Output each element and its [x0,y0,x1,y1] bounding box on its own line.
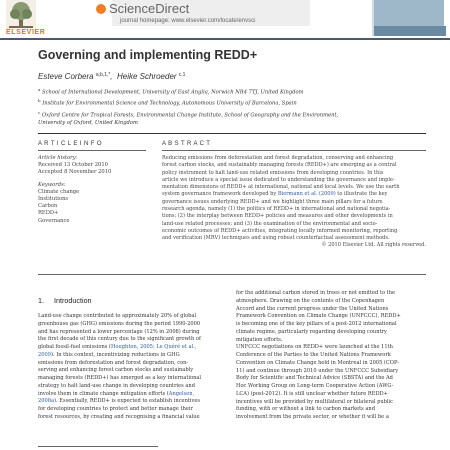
body-line [236,321,426,329]
text-run: global fossil-fuel emissions ( [38,344,111,350]
abstract-line [162,170,426,177]
body-line [236,337,426,345]
text-run: Accord and the current progress under the United Nations [236,305,389,312]
text-run: for the additional carbon stored in trees or not emitted to the [236,290,396,296]
body-line [236,375,426,383]
keyword: Governance [38,217,70,224]
accepted-date: Accepted 8 November 2010 [38,169,112,176]
text-run: mitigation efforts. [236,336,283,343]
journal-masthead [0,0,450,40]
body-line [38,398,228,406]
affiliation-text: Oxford Centre for Tropical Forests, Environmental Change Institute, School of Geography and the Environment, [41,112,339,119]
text-run: 11) and continue through 2010 under the UNFCCC Subsidiary [236,367,399,374]
body-line [38,414,228,422]
masthead-divider [0,38,450,40]
body-line [236,391,426,399]
text-run: involve them in climate change mitigation efforts ( [38,390,169,397]
text-run: LCA) (post-2012). It is still unclear whether future REDD+ [236,390,388,397]
article-title: Governing and implementing REDD+ [38,48,258,62]
abstract-line [162,199,426,206]
body-line [38,406,228,414]
citation-link[interactable]: 2009 [38,351,51,358]
body-line [236,399,426,407]
body-line [38,336,228,344]
text-run: managing forests (REDD+) has emerged as a key international [38,375,202,381]
affiliations [38,86,428,128]
sciencedirect-label: ScienceDirect [109,1,190,16]
text-run: Framework Convention on Climate Change (UNFCCC), REDD+ [236,313,401,320]
affiliation-mark: b [38,98,41,104]
text-run: atmosphere. Drawing on the contents of the Copenhagen [236,297,385,304]
body-line [236,344,426,352]
text-run: forest carbon stocks, and sustainably managing forests (REDD+) are emerging as a central [162,162,397,169]
text-run: is becoming one of the key pillars of a post-2012 international [236,321,397,327]
text-run: governance issues underlying REDD+ and we highlight three main pillars for a future [162,198,383,205]
article-info-heading: A R T I C L E I N F O [38,141,102,147]
text-run: mentation dimensions of REDD+ at international, national and local levels. We use the earth [162,184,400,191]
text-run: ). Essentially, REDD+ is expected to establish incentives [54,398,201,405]
body-line [236,298,426,306]
article-info-panel [38,155,146,225]
body-line [38,321,228,329]
text-run: funding, with or without a link to carbon markets and [236,406,375,413]
sciencedirect-dot-icon [96,4,106,14]
affiliation-text: School of International Development, University of East Anglia, Norwich NR4 7TJ, United Kingdom [42,89,304,96]
section-heading [38,296,92,305]
author-affiliation-marks[interactable]: c,1 [178,72,186,78]
elsevier-tree-logo [6,0,36,30]
author-name[interactable]: Esteve Corbera [38,72,94,81]
citation-link[interactable]: 2008a [38,398,55,405]
author-affiliation-marks[interactable]: a,b,1,* [95,72,111,78]
text-run: Convention on Climate Change held in Montreal in 2005 (COP- [236,359,399,366]
body-line [236,414,426,422]
text-run: to illustrate the key [335,191,388,198]
keyword: Institutions [38,196,69,203]
body-line [236,290,426,298]
body-column-left [38,313,228,422]
text-run: land-use related processes; and (3) the examination of the environmental and socio- [162,220,378,227]
body-line [38,313,228,321]
text-run: and has represented a lower percentage (12% in 2008) during [38,328,200,335]
publisher-wordmark: ELSEVIER [6,29,46,36]
text-run: and verification (MRV) techniques and using robust counterfactual assessment methods. [162,235,390,242]
body-line [236,329,426,337]
text-run: climate regime, particularly regarding developing country [236,328,387,335]
abstract-line [162,177,426,184]
cover-band [374,26,446,36]
author-list: Esteve Corbera $^{a,b,1,*}$, Heike Schroeder $^{c,1}$ [38,72,186,81]
keyword: REDD+ [38,210,59,217]
text-run: forest resources, by creating and recognising a financial value [38,413,200,420]
journal-cover-thumbnail [372,0,444,36]
front-matter-divider [38,274,426,275]
text-run: tions; (2) the interplay between REDD+ policies and measures and other developments in [162,213,393,220]
sciencedirect-link[interactable] [96,1,189,16]
body-line [236,313,426,321]
body-line [236,406,426,414]
body-line [236,360,426,368]
abstract-line [162,221,426,228]
affiliation-mark: a [38,87,41,92]
header-divider [38,133,426,134]
affiliation-line [38,120,428,128]
abstract-heading: A B S T R A C T [162,141,211,147]
affiliation-text: University of Oxford, United Kingdom [38,119,138,126]
text-run: for developing countries to protect and better manage their [38,406,193,412]
text-run: research agenda, namely (1) the politics of REDD+ in international and national negotia- [162,205,391,212]
text-run: serving and enhancing forest carbon stocks and sustainably [38,367,194,374]
text-run: UNFCCC negotiations on REDD+ were launched at the 11th [236,344,393,351]
footnote-divider [38,446,158,447]
author-name[interactable]: Heike Schroeder [116,72,177,81]
body-line [38,383,228,391]
text-run: involvement from the private sector, or whether it will be a [236,414,389,420]
text-run: Land-use change contributed to approximately 20% of global [38,313,197,319]
copyright-notice: © 2010 Elsevier Ltd. All rights reserved. [321,242,426,249]
keywords-label: Keywords: [38,181,66,188]
body-line [38,344,228,352]
section-title: Introduction [54,296,92,305]
text-run: policy instrument to halt land-use related emissions from developing countries. In this [162,169,384,176]
text-run: strategy to halt land-use change in developing countries and [38,382,195,389]
text-run: emissions from deforestation and forest degradation, con- [38,359,189,366]
abstract-line [162,191,426,198]
affiliation-text: Institute for Environmental Science and Technology, Autonomous University of Barcelona, Spain [42,101,297,108]
journal-homepage-link[interactable]: journal homepage: www.elsevier.com/locate/envsci [120,18,256,24]
text-run: incentives will be provided by multilateral or bilateral public [236,398,394,405]
section-number: 1. [38,296,44,305]
body-line [38,329,228,337]
text-run: article we introduce a special issue dedicated to understanding the governance and imple- [162,176,395,183]
body-line [38,352,228,360]
text-run: Body for Scientific and Technical Advice (SBSTA) and the Ad [236,375,393,382]
abstract-line [162,162,426,169]
body-line [38,360,228,368]
citation-link[interactable]: Biermann et al. (2009) [277,191,336,198]
abstract-text [162,155,426,250]
body-line [236,383,426,391]
affiliation-line [38,109,428,120]
text-run: ). In this context, incentivizing reductions in GHG [50,351,180,358]
text-run: economic outcomes of REDD+ activities, integrating locally informed monitoring, reporting [162,227,398,234]
body-line [38,367,228,375]
citation-link[interactable]: Angelsen, [168,390,195,397]
body-column-right [236,290,426,422]
article-info-divider [38,150,146,151]
body-line [236,352,426,360]
text-run: greenhouse gas (GHG) emissions during the period 1990-2000 [38,320,201,327]
keyword: Carbon [38,203,58,210]
history-label: Article history: [38,155,78,161]
body-line [38,375,228,383]
abstract-divider [162,150,426,151]
citation-link[interactable]: Houghton, 2005; Le Quéré et al., [111,344,197,350]
text-run: Reducing emissions from deforestation and forest degradation, conserving and enhancing [162,155,394,161]
text-run: the first decade of this century due to the significant growth of [38,336,201,343]
abstract-line [162,228,426,235]
keyword: Climate change [38,188,80,195]
affiliation-mark: c [38,109,41,115]
received-date: Received 13 October 2010 [38,162,108,169]
text-run: Conference of the Parties to the United Nations Framework [236,352,391,358]
text-run: system governance framework developed by [162,191,278,198]
affiliation-line [38,86,428,97]
affiliation-line [38,97,428,108]
abstract-line [162,213,426,220]
text-run: Hoc Working Group on Long-term Cooperative Action (AWG- [236,383,394,389]
